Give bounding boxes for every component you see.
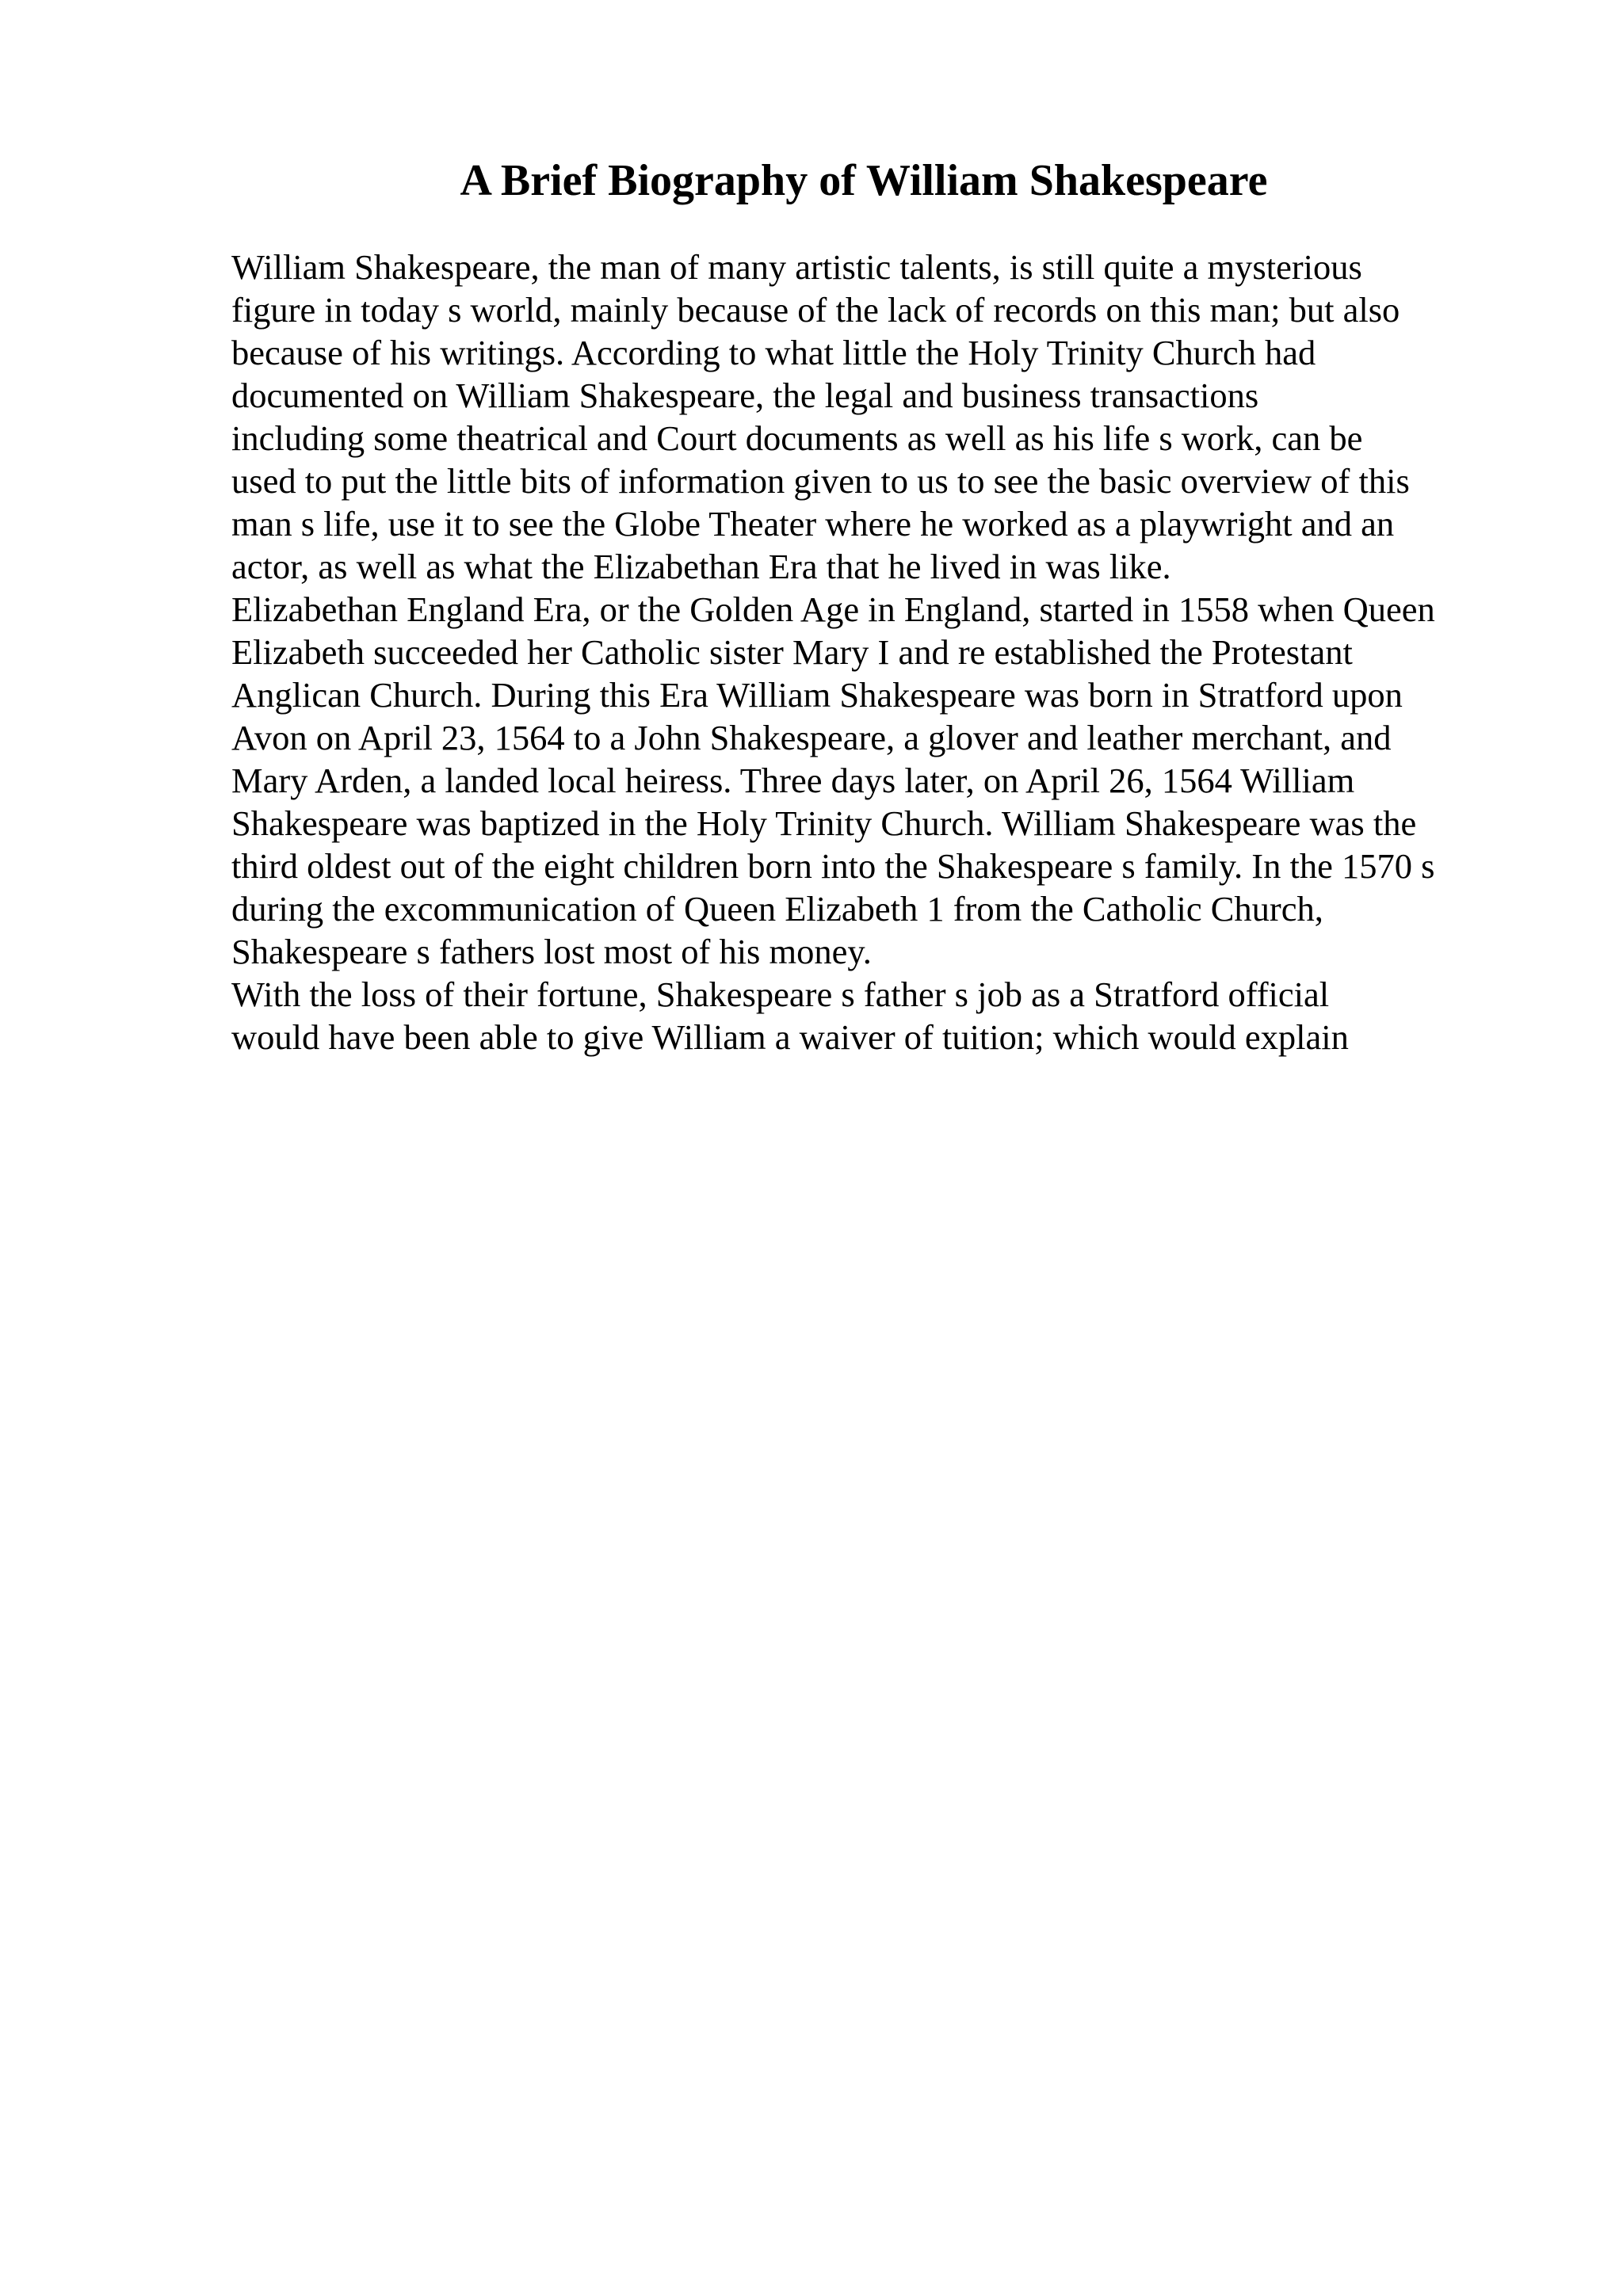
text-line: including some theatrical and Court documents as well as his life s work, can be (231, 418, 1363, 458)
page-title: A Brief Biography of William Shakespeare (460, 156, 1268, 205)
text-line: Avon on April 23, 1564 to a John Shakespeare, a glover and leather merchant, and (231, 718, 1392, 757)
text-line: third oldest out of the eight children born into the Shakespeare s family. In the 1570 s (231, 846, 1435, 886)
text-line: Elizabeth succeeded her Catholic sister Mary I and re established the Protestant (231, 632, 1353, 672)
text-line: Mary Arden, a landed local heiress. Three days later, on April 26, 1564 William (231, 761, 1355, 800)
text-line: man s life, use it to see the Globe Theater where he worked as a playwright and an (231, 504, 1395, 543)
text-line: documented on William Shakespeare, the legal and business transactions (231, 376, 1259, 415)
text-line: used to put the little bits of information given to us to see the basic overview of this (231, 461, 1410, 501)
body-text (231, 246, 1531, 1058)
text-line: Shakespeare s fathers lost most of his money. (231, 932, 872, 971)
text-line: Elizabethan England Era, or the Golden Age in England, started in 1558 when Queen (231, 589, 1435, 629)
text-line: William Shakespeare, the man of many artistic talents, is still quite a mysterious (231, 247, 1362, 287)
text-line: actor, as well as what the Elizabethan Era that he lived in was like. (231, 547, 1171, 586)
text-line: during the excommunication of Queen Elizabeth 1 from the Catholic Church, (231, 889, 1323, 929)
text-line: Shakespeare was baptized in the Holy Trinity Church. William Shakespeare was the (231, 803, 1417, 843)
text-line: figure in today s world, mainly because of the lack of records on this man; but also (231, 290, 1400, 330)
text-line: because of his writings. According to what little the Holy Trinity Church had (231, 333, 1316, 372)
text-line: Anglican Church. During this Era William Shakespeare was born in Stratford upon (231, 675, 1403, 715)
text-line: would have been able to give William a waiver of tuition; which would explain (231, 1017, 1349, 1057)
text-line: With the loss of their fortune, Shakespeare s father s job as a Stratford official (231, 974, 1330, 1014)
